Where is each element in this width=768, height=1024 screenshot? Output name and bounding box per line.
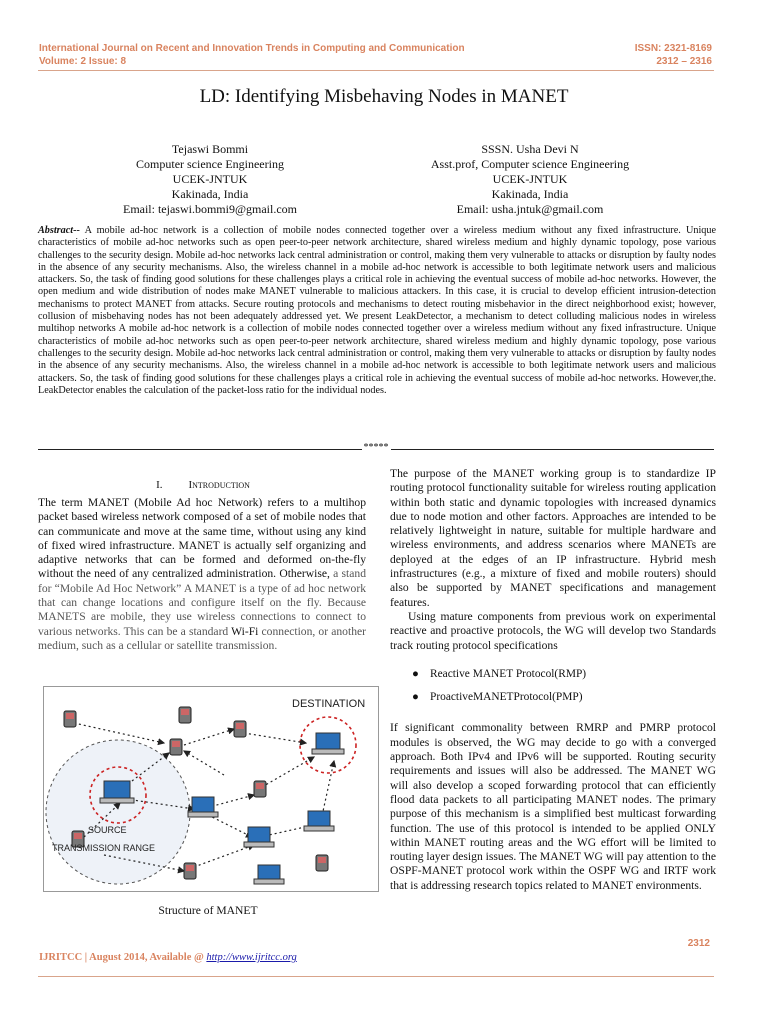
author-name: Tejaswi Bommi <box>171 142 249 156</box>
pda-node-icon <box>184 863 196 879</box>
laptop-node-icon <box>312 733 344 754</box>
intro-text-main: The term MANET (Mobile Ad hoc Network) refers to a multihop packet based wireless network composed of a set of mobile nodes that can communicate and move at the same time, without using any kind of fixed wired infrastructure. MANET is actually self organizing and adaptive networks that can be formed and deformed on-the-fly without the need of any centralized administration. Otherwise, <box>38 496 366 581</box>
paper-title: LD: Identifying Misbehaving Nodes in MANET <box>199 86 569 107</box>
author-org: UCEK-JNTUK <box>172 172 248 186</box>
laptop-node-icon <box>254 865 284 884</box>
figure-caption: Structure of MANET <box>158 904 258 917</box>
pda-node-icon <box>316 855 328 871</box>
separator-line-right <box>391 449 715 450</box>
author-dept: Asst.prof, Computer science Engineering <box>430 157 630 171</box>
issn-header <box>635 42 712 68</box>
list-item-text: Reactive MANET Protocol(RMP) <box>430 667 587 680</box>
author-email: Email: tejaswi.bommi9@gmail.com <box>122 202 298 216</box>
abstract-label: Abstract-- <box>38 225 80 236</box>
issn: ISSN: 2321-8169 <box>634 43 712 54</box>
footer-link[interactable]: http://www.ijritcc.org <box>206 952 297 963</box>
pda-node-icon <box>234 721 246 737</box>
author-block-2 <box>400 142 660 217</box>
paragraph-commonality: If significant commonality between RMRP and PMRP protocol modules is observed, the WG may decide to go with a converged approach. Both IPv4 and IPv6 will be supported. Routing security requirements and issues will also be addressed. The MANET WG will also develop a scoped forwarding protocol that can efficiently flood data packets to all participating MANET nodes. The primary purpose of this mechanism is a simplified best multicast forwarding function. The use of this protocol is intended to be applied ONLY within MANET routing areas and the WG effort will be limited to routing layer design issues. The MANET WG will pay attention to the OSPF-MANET protocol work within the OSPF WG and IRTF work that is addressing research topics related to MANET environments. <box>390 721 716 892</box>
journal-name: International Journal on Recent and Innovation Trends in Computing and Communication <box>39 43 465 54</box>
pda-node-icon <box>170 739 182 755</box>
bullet-icon: ● <box>412 667 419 680</box>
journal-volume: Volume: 2 Issue: 8 <box>39 56 127 67</box>
author-org: UCEK-JNTUK <box>492 172 568 186</box>
source-label: SOURCE <box>88 825 127 835</box>
abstract <box>38 225 716 397</box>
separator-stars: ***** <box>363 442 389 453</box>
list-item <box>412 667 716 681</box>
pda-node-icon <box>254 781 266 797</box>
laptop-node-icon <box>188 797 218 817</box>
author-name: SSSN. Usha Devi N <box>481 142 579 156</box>
bullet-icon: ● <box>412 691 419 704</box>
laptop-node-icon <box>100 781 134 803</box>
list-item <box>412 690 716 704</box>
author-place: Kakinada, India <box>171 187 249 201</box>
author-dept: Computer science Engineering <box>136 157 284 171</box>
author-place: Kakinada, India <box>491 187 569 201</box>
list-item-text: ProactiveMANETProtocol(PMP) <box>430 691 583 704</box>
transmission-range-circle <box>46 740 190 884</box>
intro-text-wifi: Wi-Fi <box>231 624 259 638</box>
manet-structure-figure <box>43 686 379 892</box>
intro-text-quote: a stand for “Mobile Ad Hoc Network” A MANET is a type of ad hoc network that can change locations and configure itself on the fly. Because MANETS are mobile, they use wireless connections to connect to various networks. This can be a standard <box>38 567 366 638</box>
section-heading-introduction <box>38 479 368 491</box>
laptop-node-icon <box>244 827 274 847</box>
abstract-text: A mobile ad-hoc network is a collection of mobile nodes connected together over a wireless medium without any fixed infrastructure. Unique characteristics of mobile ad-hoc networks such as open peer-to-peer network architecture, shared wireless medium and highly dynamic topology, pose various challenges to the security design. Mobile ad-hoc networks lack central administration or control, making them very vulnerable to attacks or disruption by faulty nodes in the absence of any security mechanisms. Also, the wireless channel in a mobile ad-hoc network is accessible to both legitimate network users and malicious attackers. So, the task of finding good solutions for these challenges plays a critical role in achieving the eventual success of mobile ad-hoc networks. However, the open medium and wide distribution of nodes make MANET vulnerable to malicious attackers. In this case, it is crucial to develop efficient intrusion-detection mechanisms to protect MANET from attacks. Secure routing protocols and mechanisms to detect routing misbehavior in the direct neighborhood exist; however, collusion of misbehaving nodes has not been adequately addressed yet. We present LeakDetector, a mechanism to detect colluding malicious nodes in wireless multihop networks A mobile ad-hoc network is a collection of mobile nodes connected together over a wireless medium without any fixed infrastructure. Unique characteristics of mobile ad-hoc networks such as open peer-to-peer network architecture, shared wireless medium and highly dynamic topology, pose various challenges to the security design. Mobile ad-hoc networks lack central administration or control, making them very vulnerable to attacks or disruption by faulty nodes in the absence of any security mechanisms. Also, the wireless channel in a mobile ad-hoc network is accessible to both legitimate network users and malicious attackers. So, the task of finding good solutions for these challenges plays a critical role in achieving the eventual success of mobile ad-hoc networks. However,the. LeakDetector enables the calculation of the packet-loss ratio for the individual nodes. <box>38 225 716 396</box>
paragraph-components: Using mature components from previous work on experimental reactive and proactive protocols, the WG will develop two Standards track routing protocol specifications <box>390 609 716 652</box>
header-rule <box>38 70 714 71</box>
paragraph-purpose: The purpose of the MANET working group is to standardize IP routing protocol functionality suitable for wireless routing application within both static and dynamic topologies with increased dynamics due to node motion and other factors. Approaches are intended to be relatively lightweight in nature, suitable for multiple hardware and wireless environments, and address scenarios where MANETs are deployed at the edges of an IP infrastructure. Hybrid mesh infrastructures (e.g., a mixture of fixed and mobile routers) should also be supported by MANET specifications and management features. <box>390 467 716 609</box>
section-title: Introduction <box>188 479 250 491</box>
separator-line-left <box>38 449 362 450</box>
manet-diagram <box>44 687 378 891</box>
pda-node-icon <box>179 707 191 723</box>
section-separator <box>38 442 714 453</box>
page-range: 2312 – 2316 <box>656 56 712 67</box>
laptop-node-icon <box>304 811 334 831</box>
journal-header <box>39 42 465 68</box>
destination-label: DESTINATION <box>292 698 366 710</box>
footer-text: IJRITCC | August 2014, Available @ <box>39 952 207 963</box>
right-column <box>390 467 716 893</box>
section-number: I. <box>156 479 163 491</box>
footer-rule <box>38 976 714 977</box>
intro-text-end: connection, or another medium, such as a cellular or satellite transmission. <box>38 624 366 652</box>
author-block-1 <box>80 142 340 217</box>
page-number: 2312 <box>687 938 710 949</box>
intro-paragraph <box>38 496 366 653</box>
pda-node-icon <box>64 711 76 727</box>
footer <box>39 952 297 963</box>
author-email: Email: usha.jntuk@gmail.com <box>456 202 604 216</box>
transmission-range-label: TRANSMISSION RANGE <box>52 843 156 853</box>
protocol-list <box>412 667 716 705</box>
